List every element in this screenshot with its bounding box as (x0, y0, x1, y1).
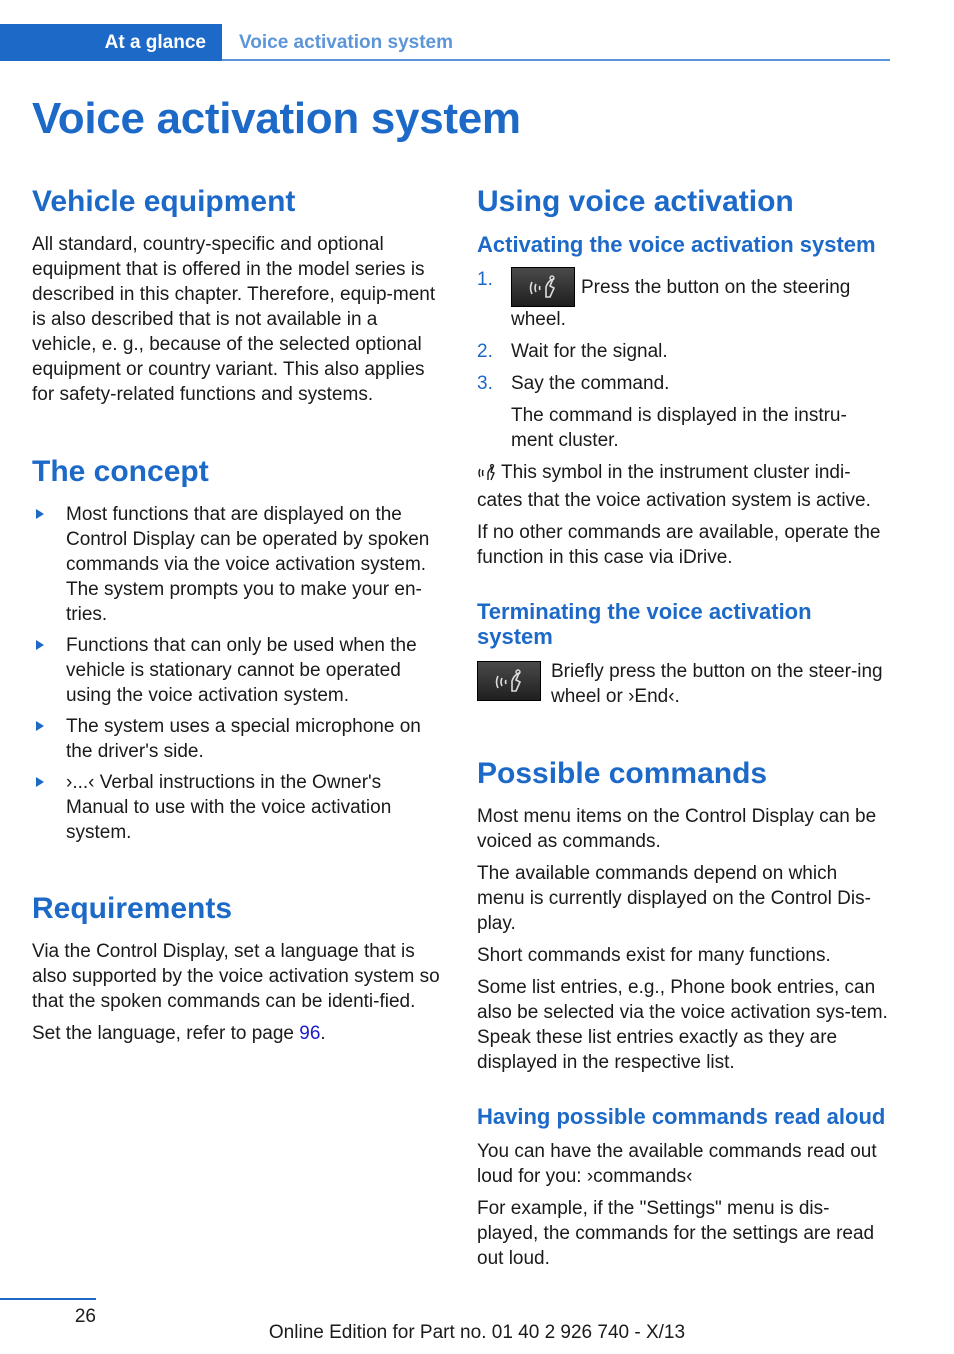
bullet-triangle-icon (36, 640, 44, 650)
activating-note: The command is displayed in the instru-ment cluster. (511, 405, 847, 451)
activating-steps (477, 267, 889, 396)
list-item: 3. Say the command. (477, 373, 670, 394)
idrive-paragraph: If no other commands are available, operate the function in this case via iDrive. (477, 522, 881, 568)
activating-heading: Activating the voice activation system (477, 232, 876, 257)
possible-para: Short commands exist for many functions. (477, 945, 831, 966)
requirements-heading: Requirements (32, 892, 233, 925)
terminating-text: Briefly press the button on the steer-ing wheel or ›End‹. (551, 661, 883, 707)
header-tab[interactable]: At a glance (0, 24, 222, 61)
page-title: Voice activation system (32, 94, 521, 143)
footer-rule (0, 1298, 96, 1300)
concept-heading: The concept (32, 455, 209, 488)
right-column (477, 184, 889, 1278)
list-item: 2. Wait for the signal. (477, 341, 668, 362)
voice-symbol-icon (477, 463, 497, 488)
read-aloud-para: You can have the available commands read out loud for you: ›commands‹ (477, 1141, 877, 1187)
read-aloud-para: For example, if the "Settings" menu is dis-played, the commands for the settings are read out loud. (477, 1198, 875, 1269)
breadcrumb[interactable]: Voice activation system (239, 32, 454, 53)
requirements-body: Via the Control Display, set a language that is also supported by the voice activation system so that the spoken commands can be identi-fied. (32, 941, 440, 1012)
possible-para: Some list entries, e.g., Phone book entries, can also be selected via the voice activation sys-tem. Speak these list entries exactly as they are displayed in the respective list. (477, 977, 888, 1073)
possible-para: Most menu items on the Control Display can be voiced as commands. (477, 806, 877, 852)
voice-button-icon (511, 267, 575, 307)
possible-heading: Possible commands (477, 757, 768, 790)
bullet-triangle-icon (36, 509, 44, 519)
page-number: 26 (74, 1306, 96, 1327)
header-rule (222, 59, 890, 61)
list-item: The system uses a special microphone on the driver's side. (32, 714, 444, 764)
vehicle-equipment-body: All standard, country-specific and optional equipment that is offered in the model series is described in this chapter. Therefore, equip-ment is also described that is not available in a vehicle, e. g., because of the selected optional equipment or country variant. This also applies for safety-related functions and systems. (32, 234, 436, 405)
left-column (32, 184, 444, 1053)
read-aloud-heading: Having possible commands read aloud (477, 1104, 886, 1129)
possible-para: The available commands depend on which menu is currently displayed on the Control Dis-play. (477, 863, 871, 934)
list-item: ›...‹ Verbal instructions in the Owner's Manual to use with the voice activation system. (32, 770, 444, 845)
bullet-triangle-icon (36, 721, 44, 731)
using-heading: Using voice activation (477, 185, 794, 218)
footer-edition: Online Edition for Part no. 01 40 2 926 740 - X/13 (268, 1322, 686, 1343)
list-item: Functions that can only be used when the vehicle is stationary cannot be operated using the voice activation system. (32, 633, 444, 708)
bullet-triangle-icon (36, 777, 44, 787)
list-item: Most functions that are displayed on the Control Display can be operated by spoken commands via the voice activation system. The system prompts you to make your en-tries. (32, 502, 444, 627)
voice-button-icon (477, 661, 541, 701)
terminating-heading: Terminating the voice activation system (477, 599, 812, 649)
symbol-paragraph: This symbol in the instrument cluster indi-cates that the voice activation system is active. (477, 462, 871, 511)
list-item: 1. Press the button on the steering wheel. (477, 269, 851, 330)
vehicle-equipment-heading: Vehicle equipment (32, 185, 296, 218)
concept-list (32, 502, 444, 845)
requirements-refer: Set the language, refer to page 96. (32, 1023, 326, 1044)
terminating-row (477, 659, 889, 709)
page-link[interactable]: 96 (299, 1023, 321, 1044)
